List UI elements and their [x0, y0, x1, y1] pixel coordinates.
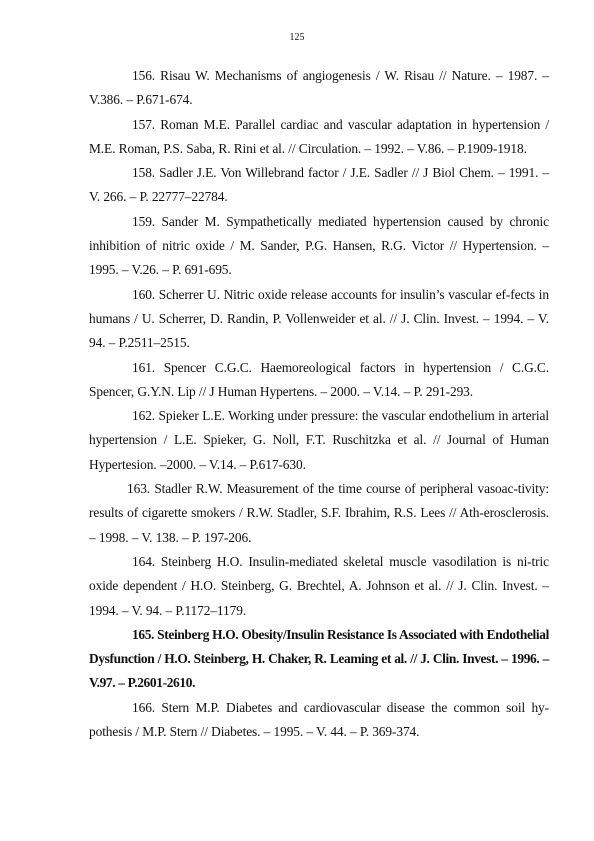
reference-160: 160. Scherrer U. Nitric oxide release accounts for insulin’s vascular ef-fects in humans / U. Scherrer, D. Randin, P. Vollenweider et al. // J. Clin. Invest. – 1994. – V. 94. – P.2511–2515. [89, 286, 549, 351]
reference-156: 156. Risau W. Mechanisms of angiogenesis / W. Risau // Nature. – 1987. – V.386. – P.671-674. [89, 68, 549, 108]
reference-162: 162. Spieker L.E. Working under pressure: the vascular endothelium in arterial hypertension / L.E. Spieker, G. Noll, F.T. Ruschitzka et al. // Journal of Human Hypertesion. –2000. – V.14. – P.617-630. [89, 408, 549, 472]
reference-165: 165. Steinberg H.O. Obesity/Insulin Resistance Is Associated with Endothelial Dysfunction / H.O. Steinberg, H. Chaker, R. Leaming et al. // J. Clin. Invest. – 1996. – V.97. – P.2601-2610. [89, 626, 549, 691]
reference-157: 157. Roman M.E. Parallel cardiac and vascular adaptation in hypertension / M.E. Roman, P.S. Saba, R. Rini et al. // Circulation. – 1992. – V.86. – P.1909-1918. [89, 116, 549, 156]
reference-163: 163. Stadler R.W. Measurement of the time course of peripheral vasoac-tivity: results of cigarette smokers / R.W. Stadler, S.F. Ibrahim, R.S. Lees // Ath-erosclerosis. – 1998. – V. 138. – P. 197-206. [89, 481, 549, 545]
reference-158: 158. Sadler J.E. Von Willebrand factor / J.E. Sadler // J Biol Chem. – 1991. – V. 266. – P. 22777–22784. [89, 165, 549, 205]
reference-164: 164. Steinberg H.O. Insulin-mediated skeletal muscle vasodilation is ni-tric oxide dependent / H.O. Steinberg, G. Brechtel, A. Johnson et al. // J. Clin. Invest. – 1994. – V. 94. – P.1172–1179. [89, 553, 549, 618]
reference-list [89, 64, 549, 744]
reference-166: 166. Stern M.P. Diabetes and cardiovascular disease the common soil hy-pothesis / M.P. Stern // Diabetes. – 1995. – V. 44. – P. 369-374. [89, 699, 549, 740]
page-number: 125 [289, 32, 305, 43]
reference-159: 159. Sander M. Sympathetically mediated hypertension caused by chronic inhibition of nitric oxide / M. Sander, P.G. Hansen, R.G. Victor // Hypertension. – 1995. – V.26. – P. 691-695. [89, 213, 549, 278]
reference-161: 161. Spencer C.G.C. Haemoreological factors in hypertension / C.G.C. Spencer, G.Y.N. Lip // J Human Hypertens. – 2000. – V.14. – P. 291-293. [89, 359, 549, 399]
